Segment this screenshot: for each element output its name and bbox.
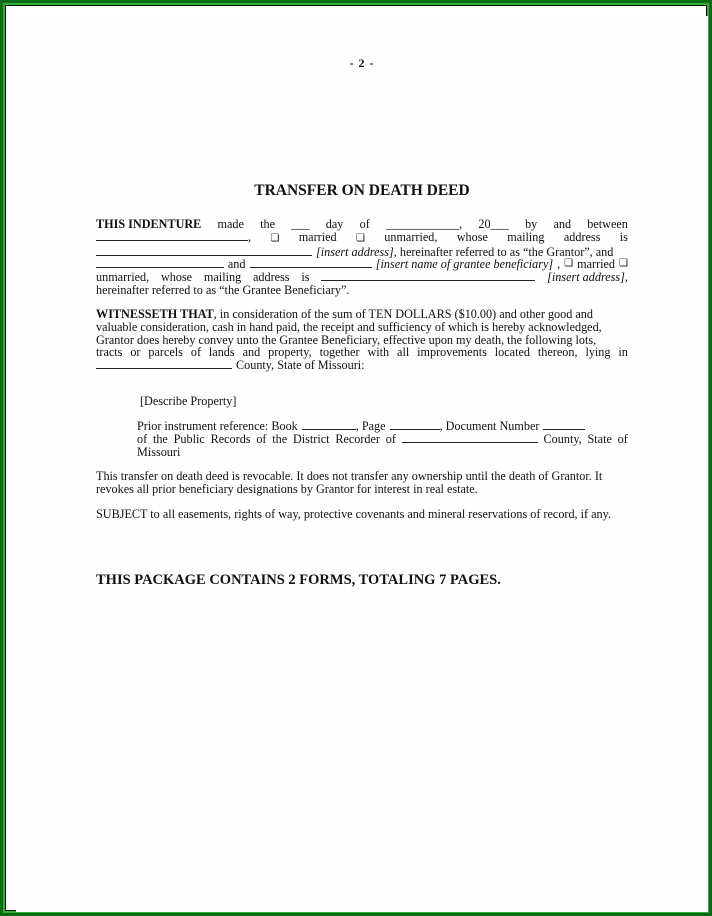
- text: Grantor does hereby convey unto the Grantee Beneficiary, effective upon my death, the following lots,: [96, 332, 597, 347]
- text: in: [618, 345, 628, 360]
- text: is: [619, 229, 628, 244]
- text: property,: [268, 345, 312, 360]
- revocable-line-1: [96, 470, 628, 483]
- subject-line: [96, 508, 628, 521]
- text: address: [252, 270, 290, 285]
- prior-reference: [137, 420, 628, 458]
- text: This transfer on death deed is revocable. It does not transfer any ownership until the death of Grantor. It: [96, 469, 603, 483]
- text: , Document Number: [439, 419, 540, 433]
- text: Prior instrument reference: Book: [137, 419, 298, 433]
- county-blank[interactable]: [96, 359, 232, 369]
- month-blank: ____________,: [385, 217, 463, 231]
- recorder-county-blank[interactable]: [402, 433, 538, 443]
- text: married: [298, 229, 337, 244]
- page-blank[interactable]: [390, 420, 440, 430]
- text: with: [367, 345, 390, 360]
- text: mailing: [507, 229, 545, 244]
- grantee-address-blank[interactable]: [321, 271, 535, 281]
- text: or: [130, 345, 141, 360]
- text: valuable consideration, cash in hand paid, the receipt and sufficiency of which is hereby acknowledged,: [96, 319, 602, 334]
- text: , Page: [355, 419, 386, 433]
- text: married: [577, 257, 616, 272]
- text: Recorder: [335, 431, 380, 446]
- revocable-line-2: [96, 483, 628, 496]
- text: of: [137, 431, 148, 446]
- text: made: [217, 217, 244, 231]
- text: of: [617, 431, 628, 446]
- text: mailing: [203, 270, 242, 285]
- text: whose: [160, 270, 193, 285]
- prior-reference-line-2: [137, 433, 628, 446]
- prior-reference-line-3: [137, 446, 628, 459]
- text: , in consideration of the sum of TEN DOLLARS ($10.00) and other good and: [213, 307, 593, 321]
- indenture-line-2: , ❏ married ❏ unmarried, whose mailing address is: [96, 231, 628, 246]
- text: County, State of Missouri:: [236, 358, 365, 373]
- document-page: [16, 16, 708, 912]
- text: between: [587, 217, 628, 231]
- witnesseth-lead: WITNESSETH THAT: [96, 307, 214, 321]
- text: located: [494, 345, 530, 360]
- text: State: [587, 431, 612, 446]
- prior-reference-line-1: [137, 420, 628, 433]
- checkbox-icon[interactable]: ❏: [619, 258, 628, 270]
- grantee-blank-2[interactable]: [250, 258, 372, 268]
- insert-name-hint: [insert name of grantee beneficiary]: [375, 257, 554, 272]
- text: , hereinafter referred to as “the Grantor”, and: [393, 244, 614, 259]
- day-blank: ___: [291, 217, 310, 231]
- text: Records: [210, 431, 251, 446]
- text: and: [553, 217, 572, 231]
- text: of: [359, 217, 370, 231]
- book-blank[interactable]: [302, 420, 356, 430]
- text: all: [397, 345, 410, 360]
- document-title: TRANSFER ON DEATH DEED: [254, 182, 470, 199]
- indenture-paragraph: [96, 218, 628, 297]
- text: day: [325, 217, 344, 231]
- revocable-paragraph: [96, 470, 628, 496]
- subject-paragraph: [96, 508, 628, 521]
- text: is: [301, 270, 310, 285]
- witnesseth-line-2: [96, 321, 628, 334]
- text: of: [256, 431, 267, 446]
- year-blank: 20___: [478, 217, 509, 231]
- insert-address-hint: [insert address],: [547, 270, 628, 285]
- text: SUBJECT to all easements, rights of way, protective covenants and mineral reservations of record, if any.: [96, 507, 611, 521]
- checkbox-icon[interactable]: ❏: [564, 258, 574, 270]
- text: hereinafter referred to as “the Grantee Beneficiary”.: [96, 282, 350, 297]
- text: lying: [585, 345, 611, 360]
- text: together: [319, 345, 360, 360]
- text: by: [525, 217, 538, 231]
- witnesseth-line-1: [96, 308, 628, 321]
- text: and: [242, 345, 261, 360]
- indenture-line-4: and [insert name of grantee beneficiary] , ❏ married ❏: [96, 258, 628, 271]
- checkbox-icon[interactable]: ❏: [355, 232, 365, 244]
- page-number: - 2 -: [349, 56, 375, 70]
- text: Missouri: [137, 444, 181, 459]
- text: District: [292, 431, 330, 446]
- text: lands: [208, 345, 235, 360]
- indenture-line-1: [96, 218, 628, 231]
- witnesseth-line-5: [96, 359, 628, 372]
- indenture-lead: THIS INDENTURE: [96, 217, 202, 231]
- insert-address-hint: [insert address]: [316, 244, 394, 259]
- describe-property: [140, 395, 628, 408]
- checkbox-icon[interactable]: ❏: [270, 232, 280, 244]
- text: the: [272, 431, 288, 446]
- text: thereon,: [537, 345, 578, 360]
- text: and: [227, 257, 246, 272]
- grantor-name-blank[interactable]: [96, 231, 248, 241]
- text: the: [260, 217, 276, 231]
- text: tracts: [96, 345, 123, 360]
- text: the: [152, 431, 168, 446]
- grantor-address-blank[interactable]: [96, 246, 312, 256]
- document-border: [5, 5, 707, 911]
- text: improvements: [417, 345, 487, 360]
- text: revokes all prior beneficiary designations by Grantor for interest in real estate.: [96, 481, 478, 496]
- text: whose: [456, 229, 488, 244]
- text: County,: [543, 431, 582, 446]
- text: address: [563, 229, 601, 244]
- indenture-line-6: [96, 284, 628, 297]
- grantee-blank-1[interactable]: [96, 258, 224, 268]
- text: unmarried,: [384, 229, 438, 244]
- text: parcels: [148, 345, 183, 360]
- describe-property-placeholder[interactable]: [Describe Property]: [140, 394, 237, 408]
- text: of: [190, 345, 201, 360]
- text: Public: [173, 431, 205, 446]
- witnesseth-paragraph: [96, 308, 628, 372]
- document-number-blank[interactable]: [543, 420, 585, 430]
- text: of: [385, 431, 396, 446]
- text: unmarried,: [96, 270, 150, 285]
- package-note: THIS PACKAGE CONTAINS 2 FORMS, TOTALING 7 PAGES.: [96, 572, 501, 588]
